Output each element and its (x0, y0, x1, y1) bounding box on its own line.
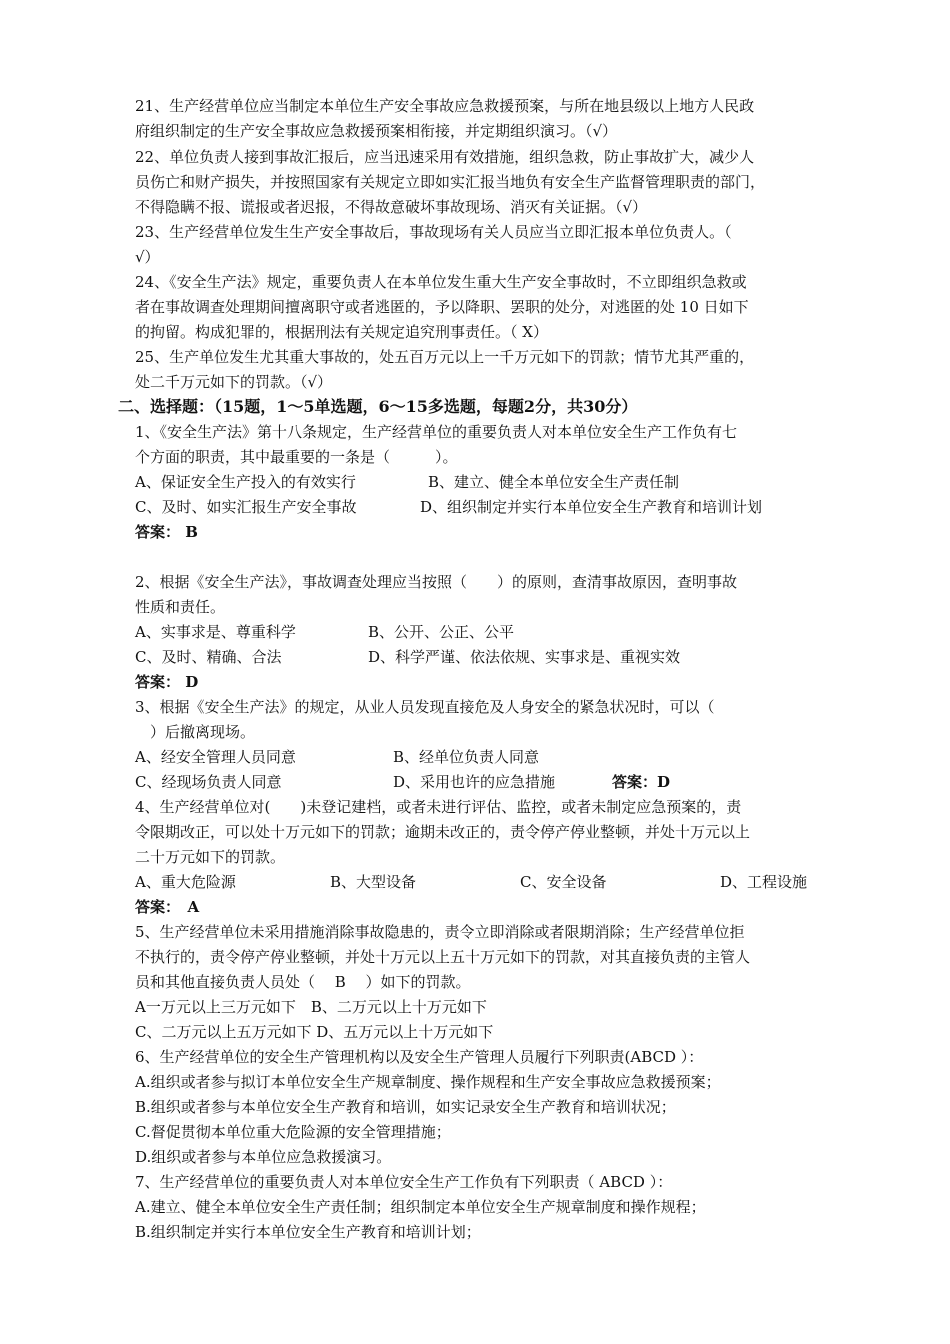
tf-item-23-line-1: 23、生产经营单位发生生产安全事故后，事故现场有关人员应当立即汇报本单位负责人。（ (135, 223, 732, 241)
q2-option-d: D、科学严谨、依法依规、实事求是、重视实效 (368, 648, 681, 666)
q7-option-a: A.建立、健全本单位安全生产责任制；组织制定本单位安全生产规章制度和操作规程； (135, 1198, 706, 1216)
q6-option-c: C.督促贯彻本单位重大危险源的安全管理措施； (135, 1123, 451, 1141)
q3-answer: 答案：D (612, 773, 671, 791)
q3-option-c: C、经现场负责人同意 (135, 773, 282, 791)
tf-item-21-line-2: 府组织制定的生产安全事故应急救援预案相衔接，并定期组织演习。（√） (135, 122, 618, 140)
q3-line-2: ）后撤离现场。 (135, 723, 256, 741)
q2-answer: 答案： D (135, 673, 199, 691)
q1-option-d: D、组织制定并实行本单位安全生产教育和培训计划 (420, 498, 763, 516)
q4-answer: 答案： A (135, 898, 200, 916)
q1-line-2: 个方面的职责，其中最重要的一条是（ ）。 (135, 448, 458, 466)
tf-item-24-line-2: 者在事故调查处理期间擅离职守或者逃匿的，予以降职、罢职的处分，对逃匿的处 10 日如下 (135, 298, 749, 316)
tf-item-25-line-2: 处二千万元如下的罚款。（√） (135, 373, 333, 391)
q4-option-b: B、大型设备 (330, 873, 417, 891)
q2-option-a: A、实事求是、尊重科学 (135, 623, 296, 641)
q4-line-2: 令限期改正，可以处十万元如下的罚款；逾期未改正的，责令停产停业整顿，并处十万元以上 (135, 823, 751, 841)
q4-option-d: D、工程设施 (720, 873, 808, 891)
q6-option-d: D.组织或者参与本单位应急救援演习。 (135, 1148, 392, 1166)
q5-line-1: 5、生产经营单位未采用措施消除事故隐患的，责令立即消除或者限期消除；生产经营单位拒 (135, 923, 745, 941)
tf-item-21-line-1: 21、生产经营单位应当制定本单位生产安全事故应急救援预案，与所在地县级以上地方人民政 (135, 97, 755, 115)
q3-line-1: 3、根据《安全生产法》的规定，从业人员发现直接危及人身安全的紧急状况时，可以（ (135, 698, 715, 716)
q6-option-b: B.组织或者参与本单位安全生产教育和培训，如实记录安全生产教育和培训状况； (135, 1098, 676, 1116)
q5-line-3: 员和其他直接负责人员处（ B ）如下的罚款。 (135, 973, 471, 991)
q1-option-b: B、建立、健全本单位安全生产责任制 (428, 473, 680, 491)
q2-line-2: 性质和责任。 (135, 598, 226, 616)
tf-item-22-line-3: 不得隐瞒不报、谎报或者迟报，不得故意破坏事故现场、消灭有关证据。（√） (135, 198, 648, 216)
q6-line-1: 6、生产经营单位的安全生产管理机构以及安全生产管理人员履行下列职责(ABCD ）： (135, 1048, 704, 1066)
tf-item-24-line-1: 24、《安全生产法》规定，重要负责人在本单位发生重大生产安全事故时，不立即组织急救或 (135, 273, 747, 291)
q4-option-c: C、安全设备 (520, 873, 607, 891)
tf-item-22-line-2: 员伤亡和财产损失，并按照国家有关规定立即如实汇报当地负有安全生产监督管理职责的部门， (135, 173, 766, 191)
q5-options-row-1: A一万元以上三万元如下 B、二万元以上十万元如下 (135, 998, 487, 1016)
q4-option-a: A、重大危险源 (135, 873, 236, 891)
tf-item-25-line-1: 25、生产单位发生尤其重大事故的，处五百万元以上一千万元如下的罚款；情节尤其严重的， (135, 348, 755, 366)
q4-line-1: 4、生产经营单位对( )未登记建档，或者未进行评估、监控，或者未制定应急预案的，责 (135, 798, 742, 816)
q3-option-a: A、经安全管理人员同意 (135, 748, 296, 766)
tf-item-23-line-2: √） (135, 248, 160, 266)
q5-options-row-2: C、二万元以上五万元如下 D、五万元以上十万元如下 (135, 1023, 494, 1041)
q3-option-b: B、经单位负责人同意 (393, 748, 540, 766)
q7-line-1: 7、生产经营单位的重要负责人对本单位安全生产工作负有下列职责（ ABCD ）： (135, 1173, 673, 1191)
q2-option-c: C、及时、精确、合法 (135, 648, 282, 666)
q2-line-1: 2、根据《安全生产法》，事故调查处理应当按照（ ）的原则，查清事故原因，查明事故 (135, 573, 738, 591)
q4-line-3: 二十万元如下的罚款。 (135, 848, 286, 866)
q3-option-d: D、采用也许的应急措施 (393, 773, 556, 791)
q6-option-a: A.组织或者参与拟订本单位安全生产规章制度、操作规程和生产安全事故应急救援预案； (135, 1073, 721, 1091)
section-title: 二、选择题：（15题，1～5单选题，6～15多选题，每题2分，共30分） (118, 397, 638, 416)
q1-answer: 答案： B (135, 523, 198, 541)
q5-line-2: 不执行的，责令停产停业整顿，并处十万元以上五十万元如下的罚款，对其直接负责的主管人 (135, 948, 751, 966)
q7-option-b: B.组织制定并实行本单位安全生产教育和培训计划； (135, 1223, 481, 1241)
q1-option-c: C、及时、如实汇报生产安全事故 (135, 498, 357, 516)
tf-item-22-line-1: 22、单位负责人接到事故汇报后，应当迅速采用有效措施，组织急救，防止事故扩大，减少人 (135, 148, 755, 166)
q1-option-a: A、保证安全生产投入的有效实行 (135, 473, 356, 491)
q2-option-b: B、公开、公正、公平 (368, 623, 515, 641)
tf-item-24-line-3: 的拘留。构成犯罪的，根据刑法有关规定追究刑事责任。（ X） (135, 323, 548, 341)
q1-line-1: 1、《安全生产法》第十八条规定，生产经营单位的重要负责人对本单位安全生产工作负有七 (135, 423, 738, 441)
